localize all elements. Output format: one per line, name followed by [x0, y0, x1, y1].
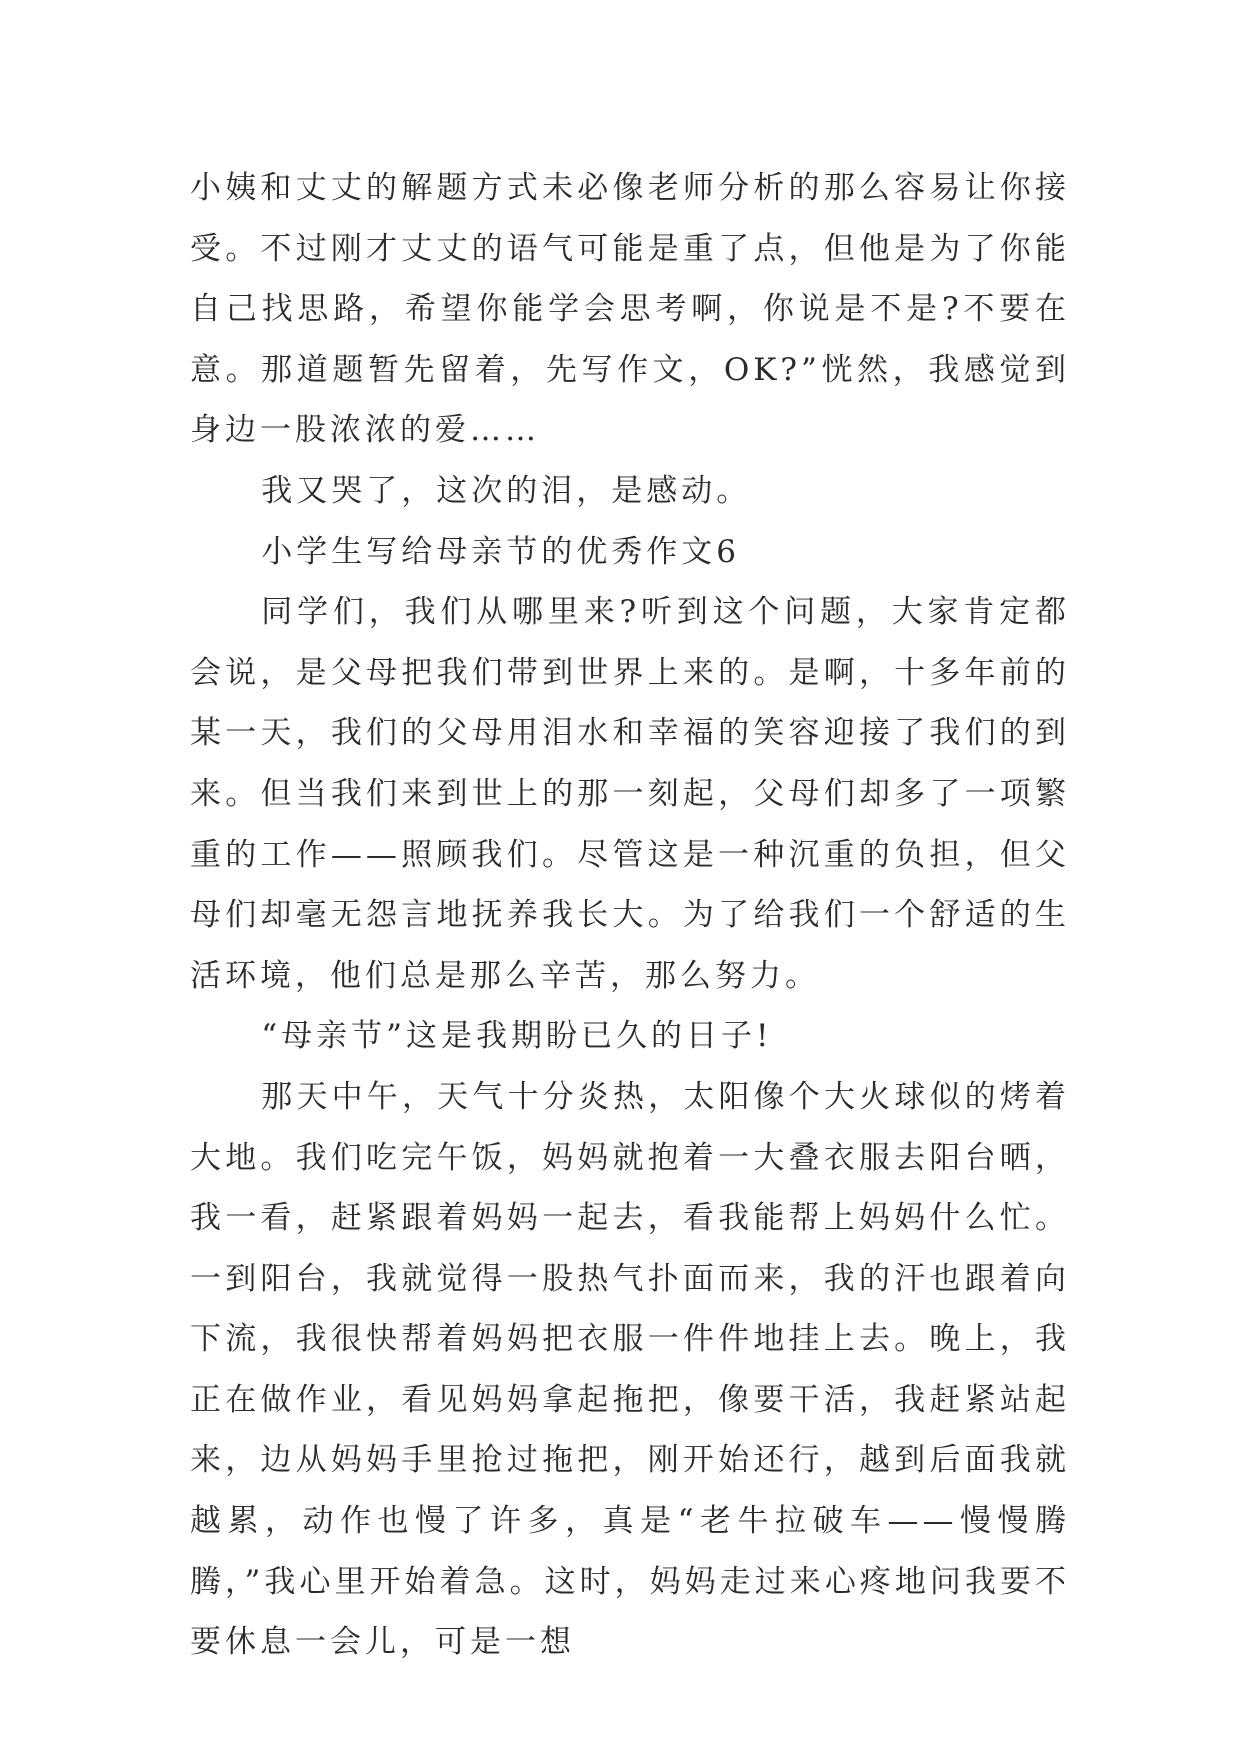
paragraph-2: 我又哭了，这次的泪，是感动。: [261, 472, 752, 509]
paragraph-4: “母亲节”这是我期盼已久的日子!: [261, 1018, 773, 1055]
document-body: [190, 158, 1070, 1673]
paragraph-3: 同学们，我们从哪里来?听到这个问题，大家肯定都会说，是父母把我们带到世界上来的。是啊，十多年前的某一天，我们的父母用泪水和幸福的笑容迎接了我们的到来。但当我们来到世上的那一刻起，父母们却多了一项繁重的工作——照顾我们。尽管这是一种沉重的负担，但父母们却毫无怨言地抚养我长大。为了给我们一个舒适的生活环境，他们总是那么辛苦，那么努力。: [190, 594, 1070, 994]
paragraph-5: 那天中午，天气十分炎热，太阳像个大火球似的烤着大地。我们吃完午饭，妈妈就抱着一大叠衣服去阳台晒，我一看，赶紧跟着妈妈一起去，看我能帮上妈妈什么忙。一到阳台，我就觉得一股热气扑面而来，我的汗也跟着向下流，我很快帮着妈妈把衣服一件件地挂上去。晚上，我正在做作业，看见妈妈拿起拖把，像要干活，我赶紧站起来，边从妈妈手里抢过拖把，刚开始还行，越到后面我就越累，动作也慢了许多，真是“老牛拉破车——慢慢腾腾，”我心里开始着急。这时，妈妈走过来心疼地问我要不要休息一会儿，可是一想: [190, 1078, 1070, 1661]
section-heading: 小学生写给母亲节的优秀作文6: [261, 533, 741, 570]
paragraph-1: 小姨和丈丈的解题方式未必像老师分析的那么容易让你接受。不过刚才丈丈的语气可能是重了点，但他是为了你能自己找思路，希望你能学会思考啊，你说是不是?不要在意。那道题暂先留着，先写作文，OK?”恍然，我感觉到身边一股浓浓的爱……: [190, 170, 1070, 449]
